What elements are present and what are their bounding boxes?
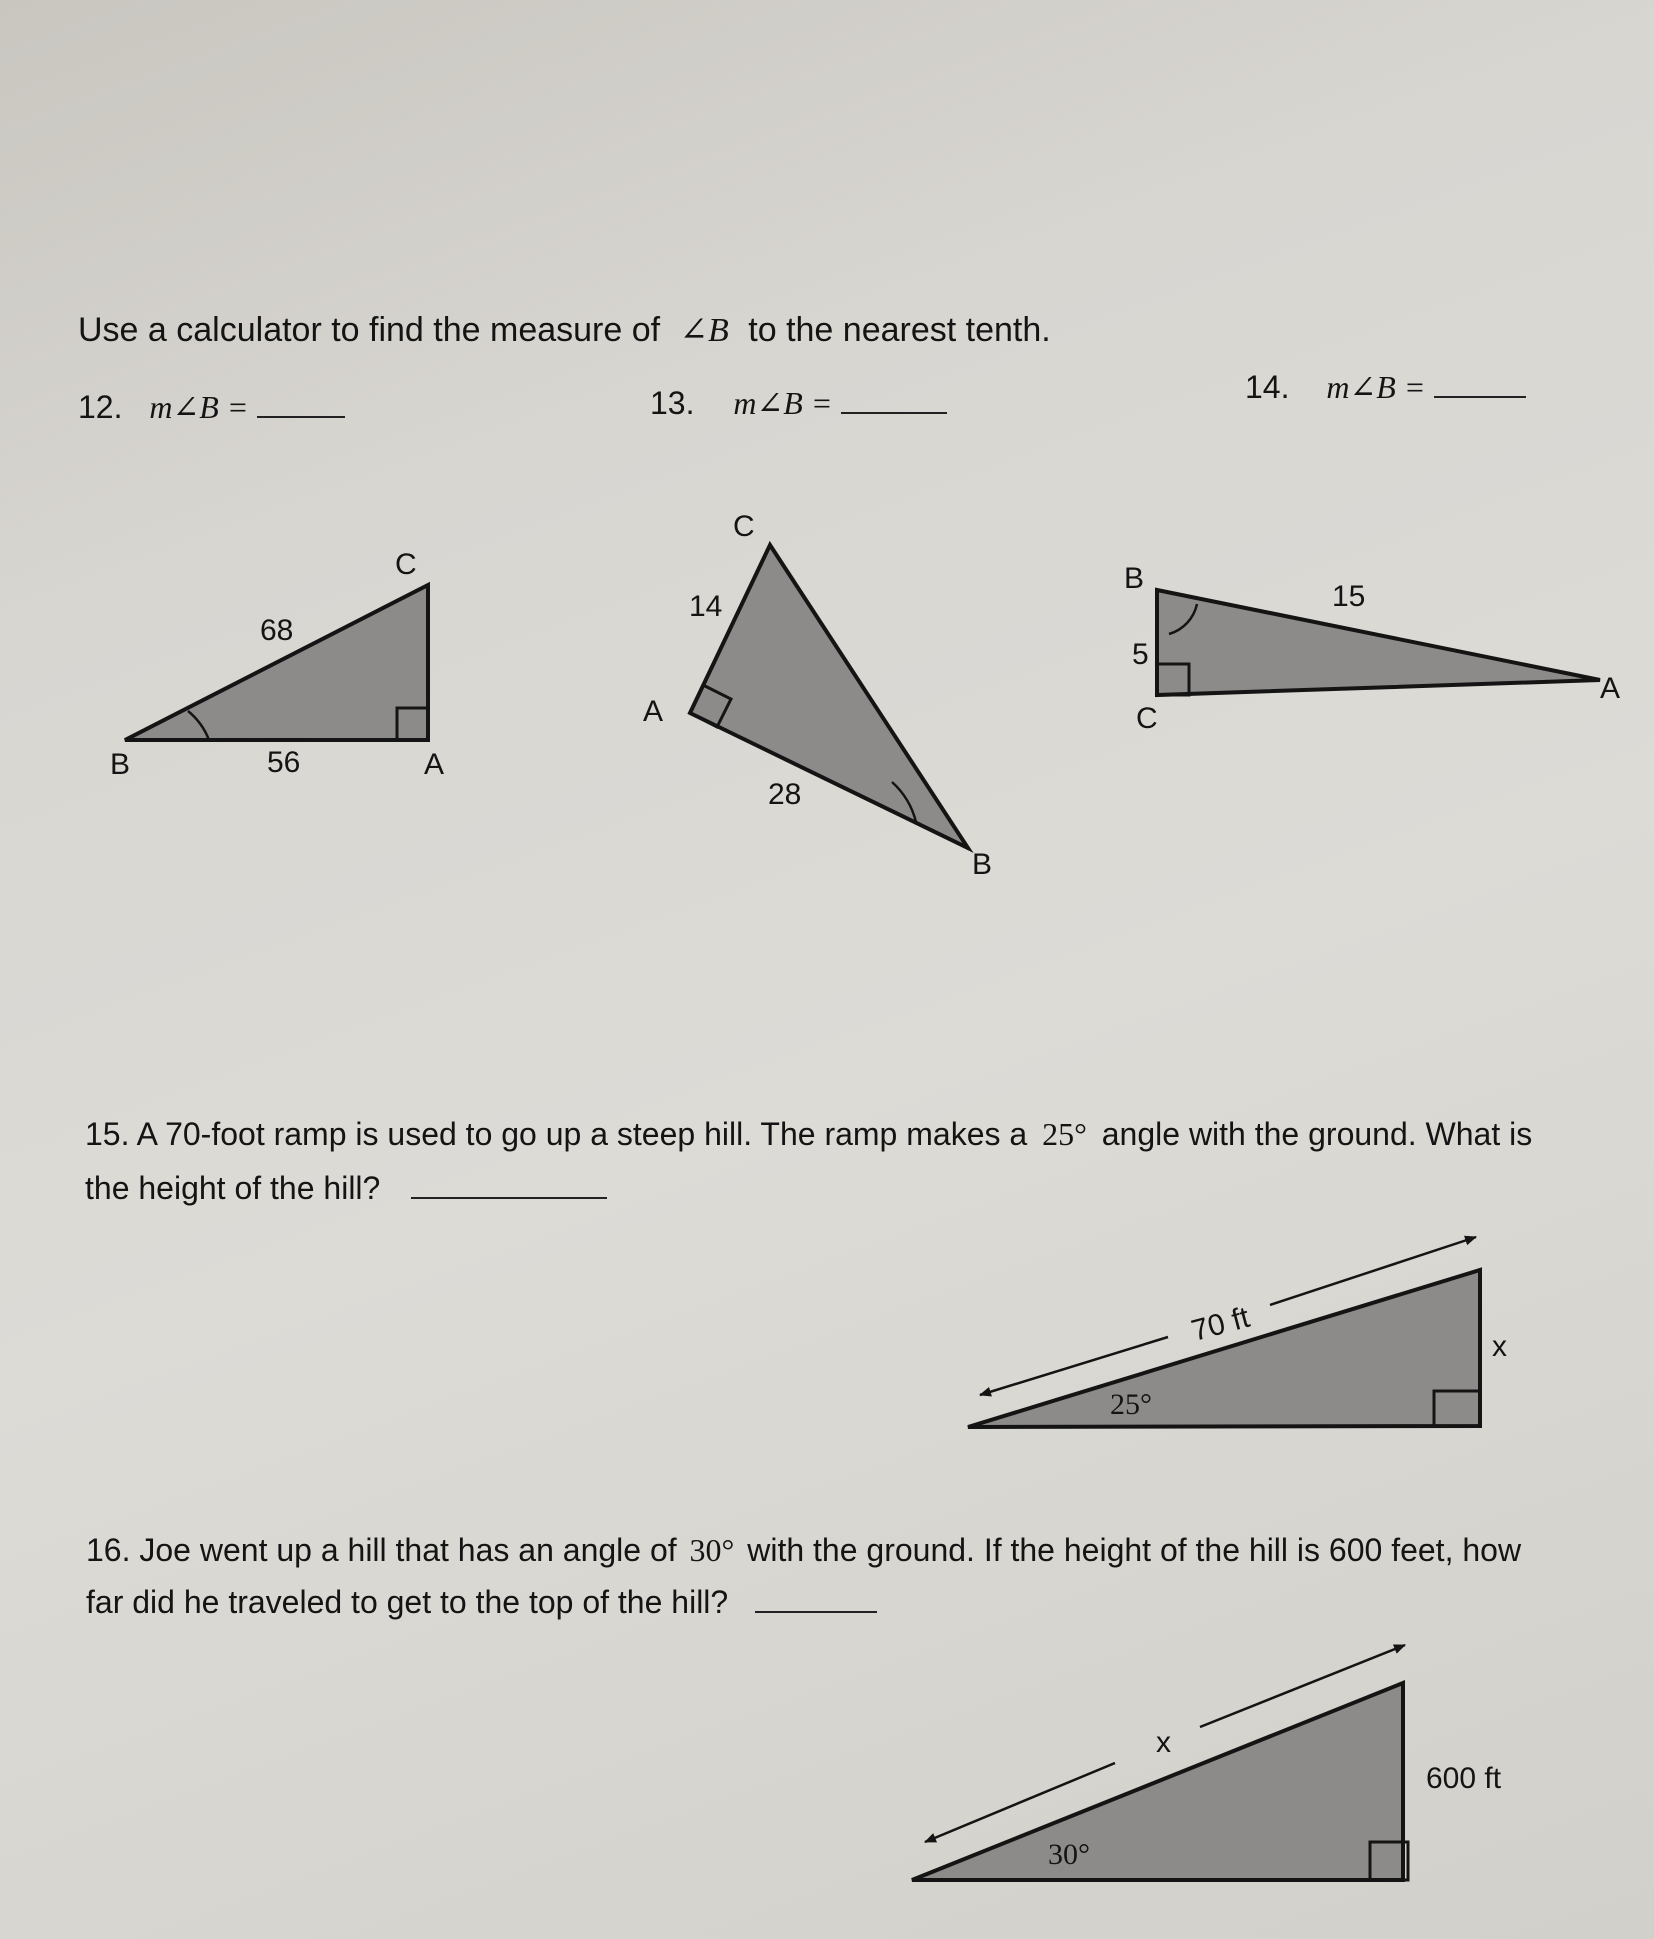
p14-vertex-a: A	[1600, 672, 1621, 705]
problem-16-text: 16. Joe went up a hill that has an angle of 30° with the ground. If the height of the hill is 600 feet, how	[86, 1532, 1522, 1568]
p14-hypotenuse-length: 15	[1332, 580, 1366, 613]
instructions: Use a calculator to find the measure of ∠B to the nearest tenth.	[78, 311, 1051, 349]
triangle-13	[690, 545, 968, 848]
problem-15-text-line2: the height of the hill?	[85, 1160, 607, 1216]
problem-16-answer-blank[interactable]	[755, 1611, 877, 1613]
p12-base-length: 56	[267, 746, 301, 779]
problem-14-label: 14. m∠B =	[1245, 368, 1526, 406]
p13-vertex-a: A	[643, 695, 664, 728]
problem-12-label: 12. m∠B =	[78, 388, 345, 426]
p15-angle-label: 25°	[1110, 1388, 1152, 1421]
p15-height-variable: x	[1492, 1330, 1507, 1363]
p14-vertex-b: B	[1124, 562, 1145, 595]
p16-hypotenuse-variable: x	[1156, 1726, 1171, 1759]
p12-vertex-b: B	[110, 748, 131, 781]
triangle-14	[1157, 590, 1600, 695]
angle-b-symbol: ∠B	[679, 312, 729, 349]
p13-leg-length: 14	[689, 590, 723, 623]
problem-15-answer-blank[interactable]	[411, 1197, 607, 1199]
problem-16-text-line2: far did he traveled to get to the top of the hill?	[86, 1574, 877, 1630]
problem-15-text: 15. A 70-foot ramp is used to go up a steep hill. The ramp makes a 25° angle with the ground. What is	[85, 1116, 1533, 1152]
p12-vertex-a: A	[424, 748, 445, 781]
p12-vertex-c: C	[395, 548, 417, 581]
p16-angle-label: 30°	[1048, 1838, 1090, 1871]
triangle-12	[125, 585, 428, 740]
p12-hypotenuse-length: 68	[260, 614, 294, 647]
p15-ramp-length: 70 ft	[1188, 1300, 1253, 1348]
p14-leg-length: 5	[1132, 638, 1149, 671]
p16-height-length: 600 ft	[1426, 1762, 1502, 1795]
p13-hypotenuse-length: 28	[768, 778, 802, 811]
hill-triangle-16	[912, 1645, 1408, 1880]
p14-vertex-c: C	[1136, 702, 1158, 735]
problem-13-label: 13. m∠B =	[650, 384, 947, 422]
p13-vertex-b: B	[972, 848, 993, 881]
p13-vertex-c: C	[733, 510, 755, 543]
